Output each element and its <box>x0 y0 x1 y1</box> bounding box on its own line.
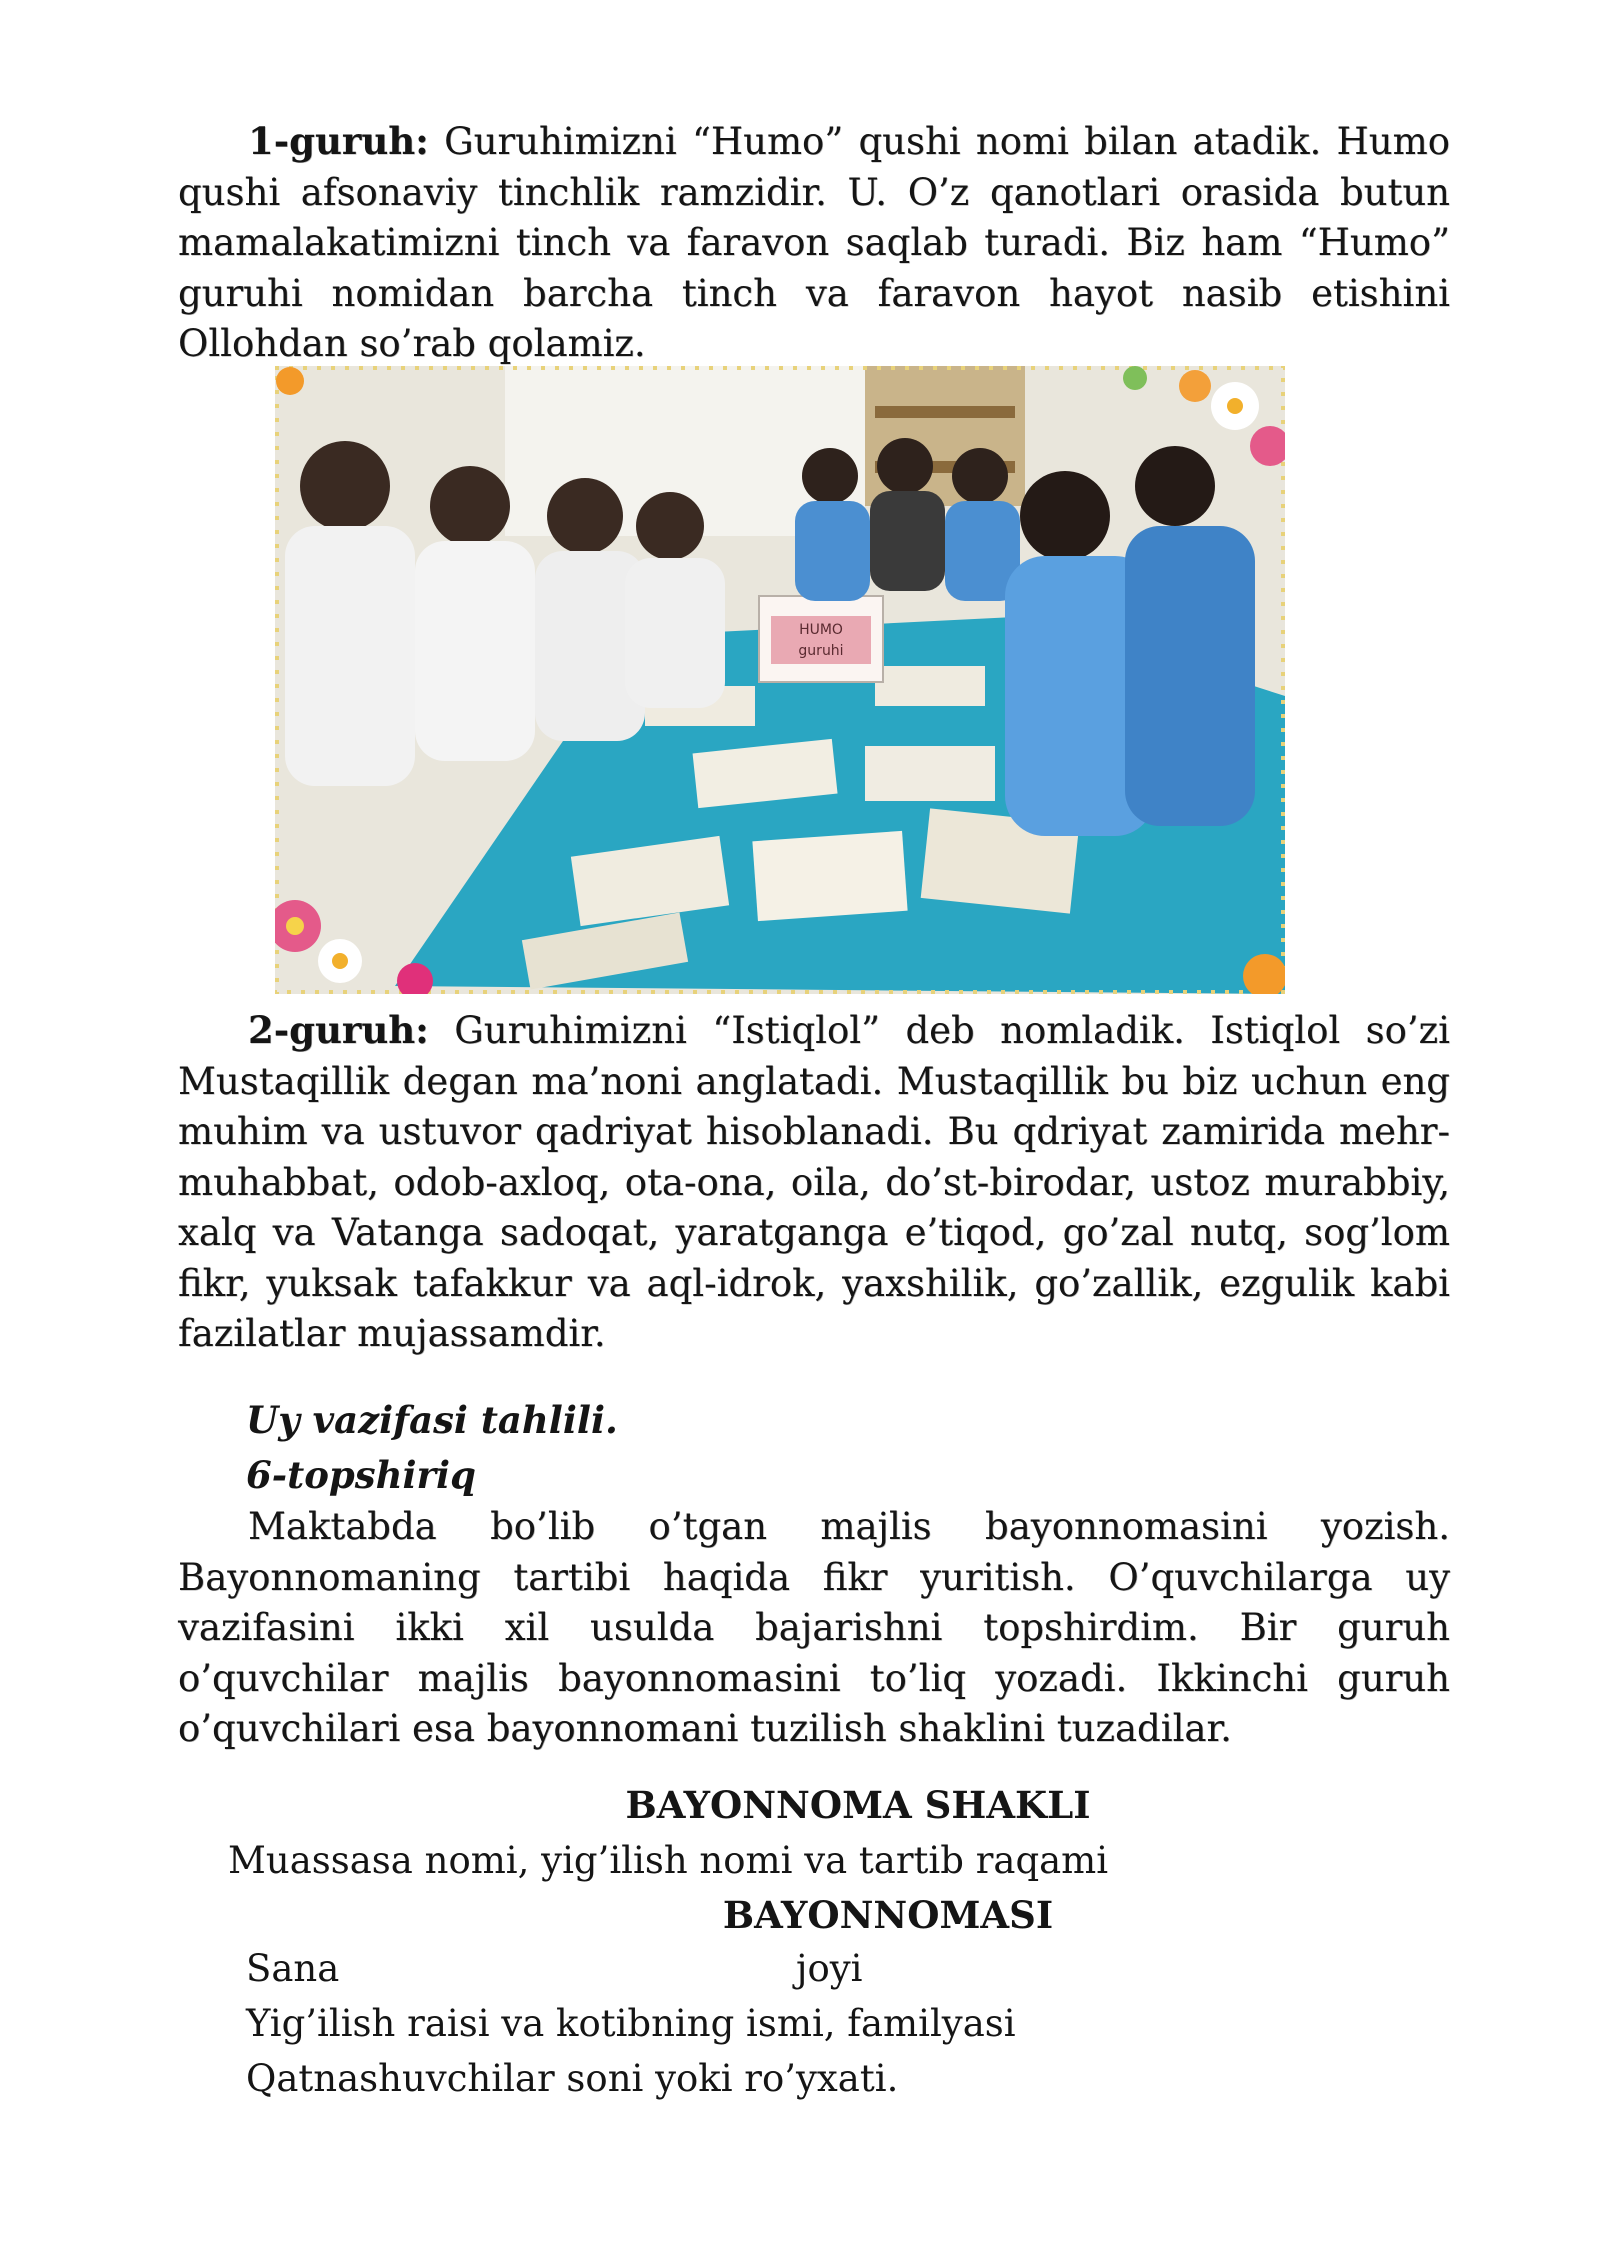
sign-text-line2: guruhi <box>798 643 844 659</box>
paragraph-group-2 <box>178 1005 1450 1360</box>
classroom-photo <box>275 366 1285 994</box>
form-date-label: Sana <box>246 1947 340 1990</box>
form-place-label: joyi <box>796 1947 863 1990</box>
students-back <box>795 438 1020 601</box>
sign-text-line1: HUMO <box>799 622 843 638</box>
group-1-label: 1-guruh: <box>248 119 429 163</box>
paragraph-task <box>178 1502 1450 1755</box>
heading-task-6: 6-topshiriq <box>246 1453 476 1497</box>
heading-homework-analysis: Uy vazifasi tahlili. <box>246 1398 618 1442</box>
task-text: Maktabda bo’lib o’tgan majlis bayonnomasini yozish. Bayonnomaning tartibi haqida fikr yuritish. O’quvchilarga uy vazifasini ikki xil usulda bajarishni topshirdim. Bir guruh o’quvchilar majlis bayonnomasini to’liq yozadi. Ikkinchi guruh o’quvchilari esa bayonnomani tuzilish shaklini tuzadilar. <box>178 1505 1450 1750</box>
form-line-participants: Qatnashuvchilar soni yoki ro’yxati. <box>246 2057 899 2100</box>
group-1-text: Guruhimizni “Humo” qushi nomi bilan atadik. Humo qushi afsonaviy tinchlik ramzidir. U. O’z qanotlari orasida butun mamalakatimizni tinch va faravon saqlab turadi. Biz ham “Humo” guruhi nomidan barcha tinch va faravon hayot nasib etishini Ollohdan so’rab qolamiz. <box>178 120 1450 365</box>
form-title: BAYONNOMA SHAKLI <box>625 1783 1091 1827</box>
classroom-photo-illustration <box>275 366 1285 994</box>
paragraph-group-1 <box>178 116 1450 370</box>
group-2-label: 2-guruh: <box>248 1008 429 1052</box>
group-2-text: Guruhimizni “Istiqlol” deb nomladik. Istiqlol so’zi Mustaqillik degan ma’noni anglatadi. Mustaqillik bu biz uchun eng muhim va ustuvor qadriyat hisoblanadi. Bu qdriyat zamirida mehr-muhabbat, odob-axloq, ota-ona, oila, do’st-birodar, ustoz murabbiy, xalq va Vatanga sadoqat, yaratganga e’tiqod, go’zal nutq, sog’lom fikr, yuksak tafakkur va aql-idrok, yaxshilik, go’zallik, ezgulik kabi fazilatlar mujassamdir. <box>178 1009 1450 1355</box>
form-line-chair: Yig’ilish raisi va kotibning ismi, familyasi <box>246 2002 1016 2045</box>
form-line-institution: Muassasa nomi, yig’ilish nomi va tartib raqami <box>228 1839 1109 1882</box>
form-subtitle: BAYONNOMASI <box>722 1893 1054 1937</box>
